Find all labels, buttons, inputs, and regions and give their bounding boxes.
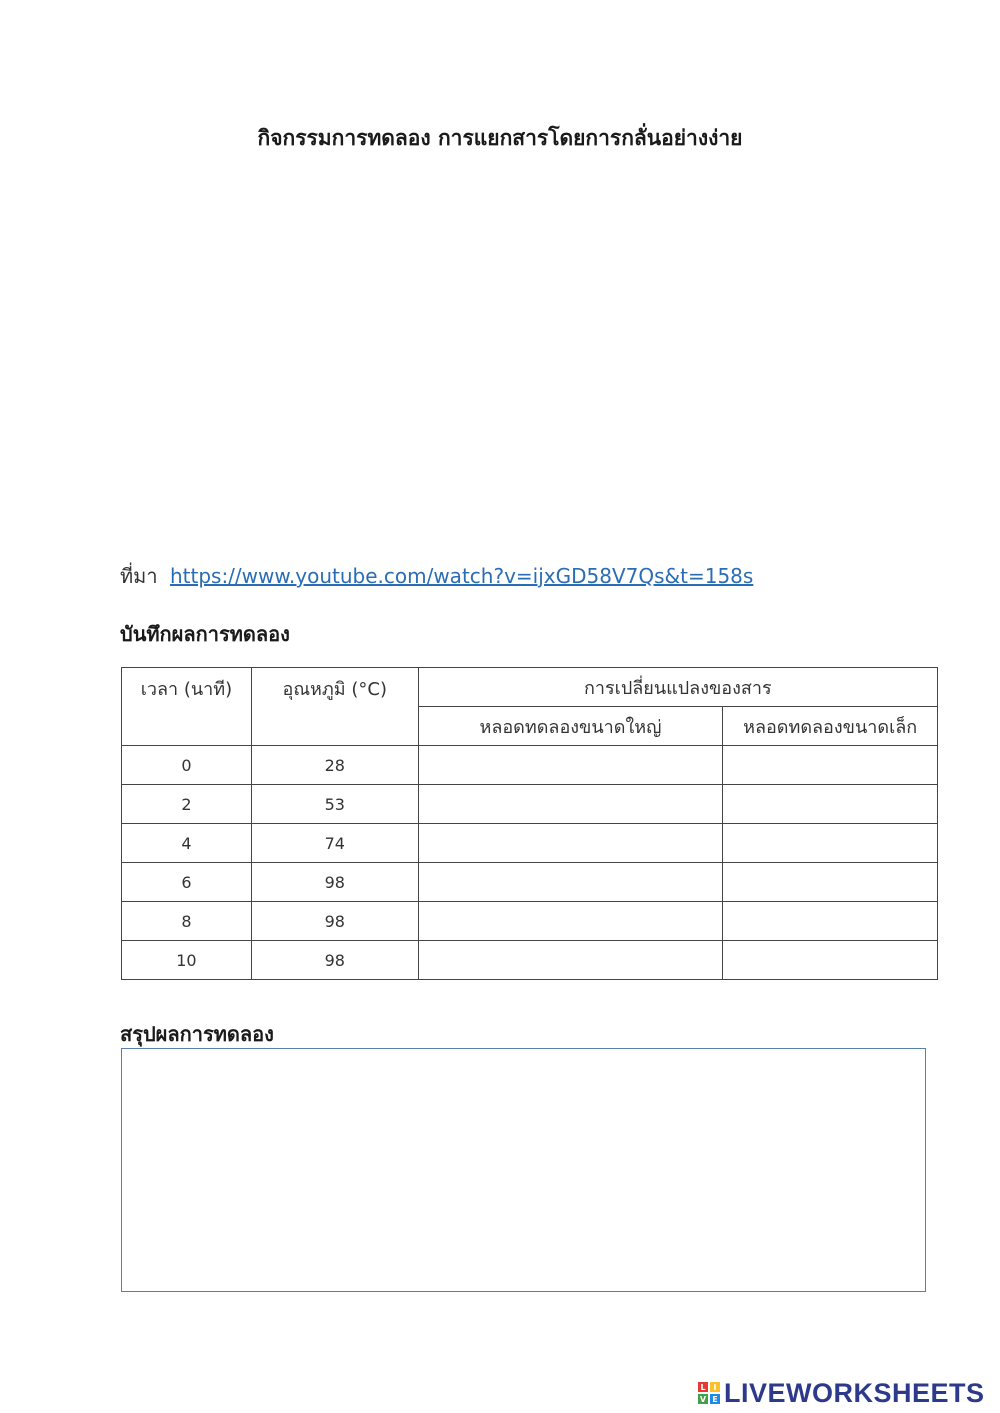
temperature-cell: 74: [251, 824, 418, 863]
small-tube-input-cell[interactable]: [723, 902, 938, 941]
small-tube-input-cell[interactable]: [723, 863, 938, 902]
logo-square: I: [710, 1382, 720, 1392]
conclusion-heading: สรุปผลการทดลอง: [120, 1022, 274, 1046]
large-tube-input-cell[interactable]: [418, 746, 723, 785]
large-tube-input-cell[interactable]: [418, 941, 723, 980]
worksheet-title: กิจกรรมการทดลอง การแยกสารโดยการกลั่นอย่างง่าย: [257, 126, 743, 150]
header-large-test-tube: หลอดทดลองขนาดใหญ่: [418, 707, 723, 746]
header-small-test-tube: หลอดทดลองขนาดเล็ก: [723, 707, 938, 746]
temperature-cell: 98: [251, 902, 418, 941]
time-cell: 2: [122, 785, 252, 824]
table-row: [122, 824, 938, 863]
large-tube-input-cell[interactable]: [418, 824, 723, 863]
header-substance-change: การเปลี่ยนแปลงของสาร: [418, 668, 937, 707]
results-table: [121, 667, 938, 980]
table-row: [122, 941, 938, 980]
time-cell: 4: [122, 824, 252, 863]
temperature-cell: 98: [251, 863, 418, 902]
source-line: [120, 560, 753, 592]
time-cell: 6: [122, 863, 252, 902]
header-time: เวลา (นาที): [122, 668, 252, 746]
temperature-cell: 53: [251, 785, 418, 824]
logo-text: LIVEWORKSHEETS: [724, 1377, 985, 1408]
table-row: [122, 785, 938, 824]
large-tube-input-cell[interactable]: [418, 902, 723, 941]
logo-icon: [698, 1382, 720, 1404]
table-row: [122, 863, 938, 902]
results-heading: บันทึกผลการทดลอง: [120, 622, 290, 646]
logo-square: E: [710, 1394, 720, 1404]
small-tube-input-cell[interactable]: [723, 746, 938, 785]
table-row: [122, 746, 938, 785]
time-cell: 8: [122, 902, 252, 941]
small-tube-input-cell[interactable]: [723, 785, 938, 824]
time-cell: 10: [122, 941, 252, 980]
logo-square: V: [699, 1394, 707, 1404]
time-cell: 0: [122, 746, 252, 785]
large-tube-input-cell[interactable]: [418, 863, 723, 902]
temperature-cell: 28: [251, 746, 418, 785]
small-tube-input-cell[interactable]: [723, 824, 938, 863]
conclusion-input-box[interactable]: [121, 1048, 926, 1292]
liveworksheets-logo: [698, 1378, 985, 1408]
large-tube-input-cell[interactable]: [418, 785, 723, 824]
header-temperature: อุณหภูมิ (°C): [251, 668, 418, 746]
source-label: ที่มา: [120, 564, 158, 588]
temperature-cell: 98: [251, 941, 418, 980]
table-row: [122, 902, 938, 941]
source-link[interactable]: https://www.youtube.com/watch?v=ijxGD58V7Qs&t=158s: [169, 564, 754, 588]
logo-square: L: [698, 1382, 708, 1392]
small-tube-input-cell[interactable]: [723, 941, 938, 980]
